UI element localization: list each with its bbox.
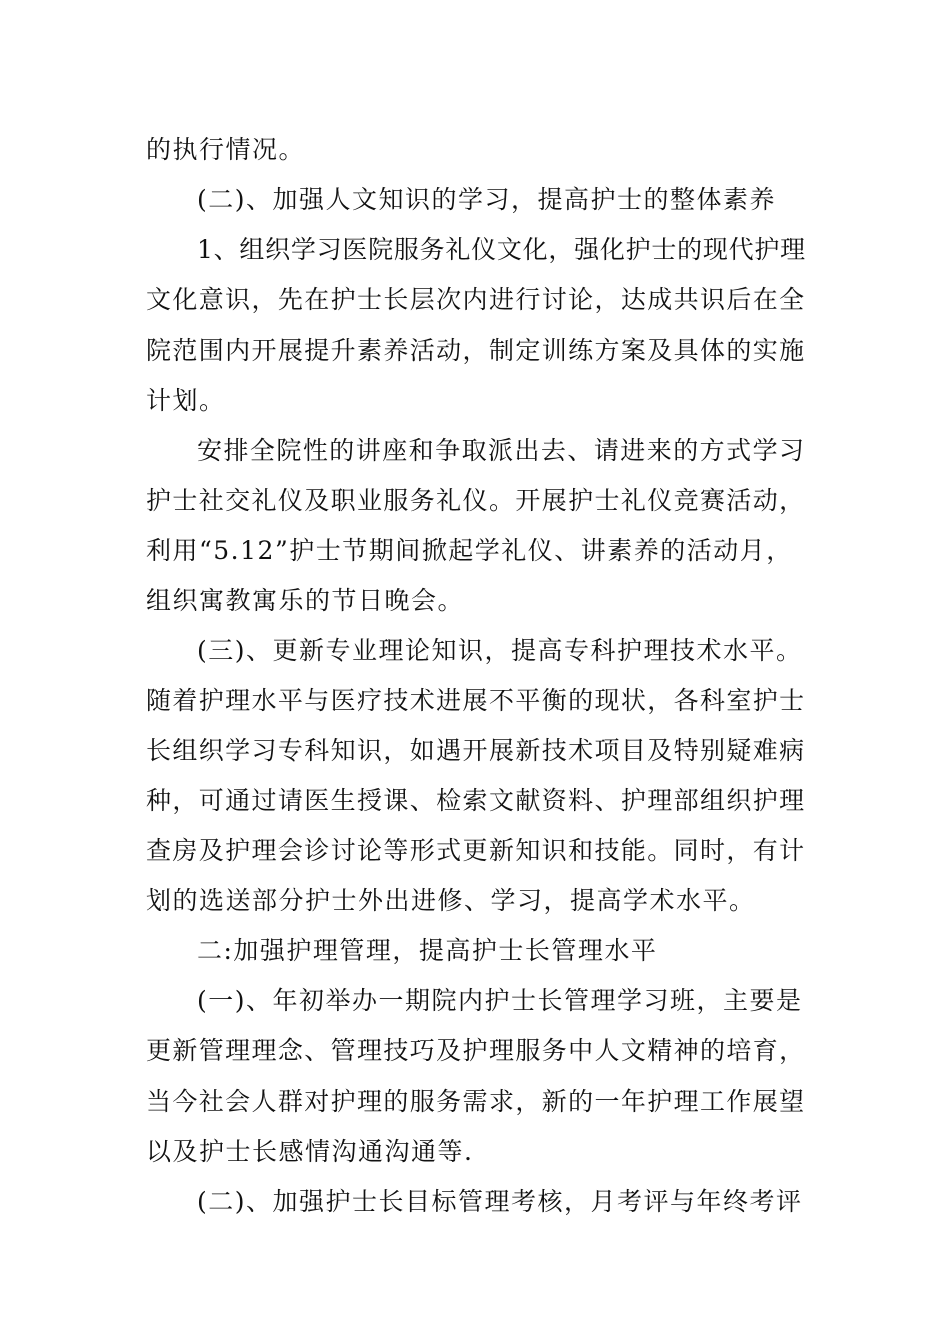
text-line: 更新管理理念、管理技巧及护理服务中人文精神的培育， — [146, 1036, 806, 1065]
text-line: 种，可通过请医生授课、检索文献资料、护理部组织护理 — [146, 786, 806, 815]
text-line: 随着护理水平与医疗技术进展不平衡的现状，各科室护士 — [146, 686, 806, 715]
text-line: 当今社会人群对护理的服务需求，新的一年护理工作展望 — [146, 1087, 806, 1116]
text-line: 安排全院性的讲座和争取派出去、请进来的方式学习 — [197, 436, 806, 465]
text-line: 1、组织学习医院服务礼仪文化，强化护士的现代护理 — [197, 235, 806, 264]
section-heading: (二)、加强人文知识的学习，提高护士的整体素养 — [197, 185, 777, 214]
section-heading: (三)、更新专业理论知识，提高专科护理技术水平。 — [197, 636, 803, 665]
text-line: 查房及护理会诊讨论等形式更新知识和技能。同时，有计 — [146, 836, 806, 865]
text-line: 长组织学习专科知识，如遇开展新技术项目及特别疑难病 — [146, 736, 806, 765]
text-line: 院范围内开展提升素养活动，制定训练方案及具体的实施 — [146, 336, 806, 365]
section-heading: 二:加强护理管理，提高护士长管理水平 — [197, 936, 658, 965]
text-line: 的执行情况。 — [146, 135, 306, 164]
text-line: (二)、加强护士长目标管理考核，月考评与年终考评 — [197, 1187, 803, 1216]
text-line: 计划。 — [146, 386, 226, 415]
text-line: 护士社交礼仪及职业服务礼仪。开展护士礼仪竞赛活动， — [146, 486, 806, 515]
text-line: (一)、年初举办一期院内护士长管理学习班，主要是 — [197, 986, 803, 1015]
text-line: 以及护士长感情沟通沟通等. — [146, 1137, 474, 1166]
text-line: 文化意识，先在护士长层次内进行讨论，达成共识后在全 — [146, 285, 806, 314]
text-line: 组织寓教寓乐的节日晚会。 — [146, 586, 465, 615]
text-line: 利用“5.12”护士节期间掀起学礼仪、讲素养的活动月， — [146, 536, 793, 565]
text-line: 划的选送部分护士外出进修、学习，提高学术水平。 — [146, 886, 756, 915]
